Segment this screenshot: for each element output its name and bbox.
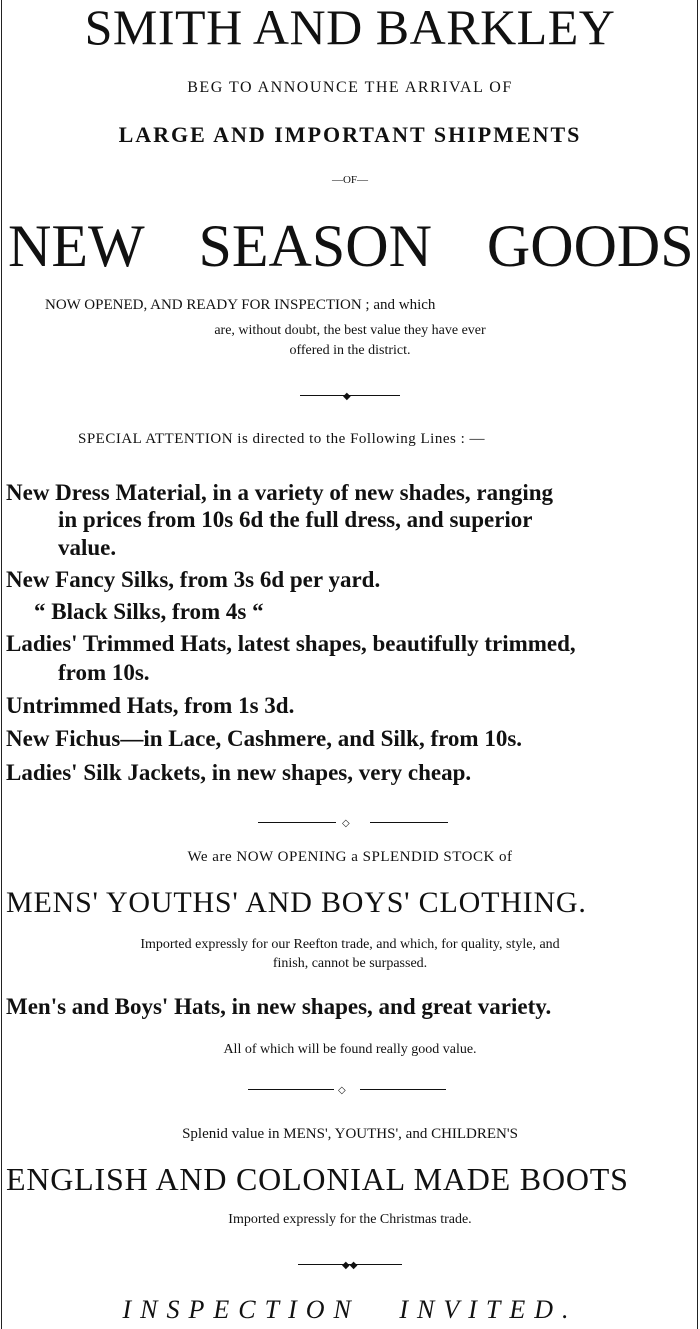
- boots-intro-line: Splenid value in MENS', YOUTHS', and CHILDREN'S: [182, 1126, 518, 1142]
- mens-boys-hats-line: Men's and Boys' Hats, in new shapes, and great variety.: [6, 994, 552, 1019]
- inspection-invited-footer: INSPECTION INVITED.: [122, 1295, 578, 1324]
- season-goods-heading: NEW SEASON GOODS: [8, 213, 694, 279]
- fichus-line: New Fichus—in Lace, Cashmere, and Silk, from 10s.: [6, 726, 523, 751]
- black-silks-line: “ Black Silks, from 4s “: [34, 599, 264, 624]
- dress-material-line: New Dress Material, in a variety of new shades, ranging: [6, 480, 554, 505]
- untrimmed-hats-line: Untrimmed Hats, from 1s 3d.: [6, 693, 295, 718]
- shipments-line: LARGE AND IMPORTANT SHIPMENTS: [118, 122, 582, 147]
- trimmed-hats-line: Ladies' Trimmed Hats, latest shapes, beautifully trimmed,: [6, 631, 576, 656]
- ornament-divider: ◇: [258, 816, 448, 830]
- trimmed-hats-line-cont: from 10s.: [58, 660, 150, 685]
- of-separator: —OF—: [331, 174, 369, 186]
- fancy-silks-line: New Fancy Silks, from 3s 6d per yard.: [6, 567, 381, 592]
- announce-line: BEG TO ANNOUNCE THE ARRIVAL OF: [187, 79, 513, 96]
- ornament-divider: ◇: [248, 1083, 446, 1097]
- opened-line-2: are, without doubt, the best value they have ever: [214, 323, 486, 338]
- firm-name-heading: SMITH AND BARKLEY: [84, 0, 616, 55]
- ornament-divider: ◆◆: [298, 1258, 402, 1272]
- silk-jackets-line: Ladies' Silk Jackets, in new shapes, very cheap.: [6, 760, 472, 785]
- clothing-note-line-1: Imported expressly for our Reefton trade, and which, for quality, style, and: [140, 937, 560, 952]
- opened-line-1: NOW OPENED, AND READY FOR INSPECTION ; and which: [45, 297, 436, 313]
- clothing-heading: MENS' YOUTHS' AND BOYS' CLOTHING.: [6, 886, 587, 919]
- special-attention-line: SPECIAL ATTENTION is directed to the Following Lines : —: [78, 431, 485, 447]
- dress-material-line-end: value.: [58, 535, 117, 560]
- dress-material-line-cont: in prices from 10s 6d the full dress, and superior: [58, 507, 533, 532]
- boots-note-line: Imported expressly for the Christmas trade.: [228, 1212, 472, 1227]
- clothing-note-line-2: finish, cannot be surpassed.: [272, 956, 428, 971]
- good-value-line: All of which will be found really good value.: [223, 1042, 477, 1057]
- ornament-divider: ◆: [300, 389, 400, 403]
- now-opening-line: We are NOW OPENING a SPLENDID STOCK of: [187, 849, 513, 865]
- boots-heading: ENGLISH AND COLONIAL MADE BOOTS: [6, 1161, 629, 1197]
- opened-line-3: offered in the district.: [289, 343, 411, 358]
